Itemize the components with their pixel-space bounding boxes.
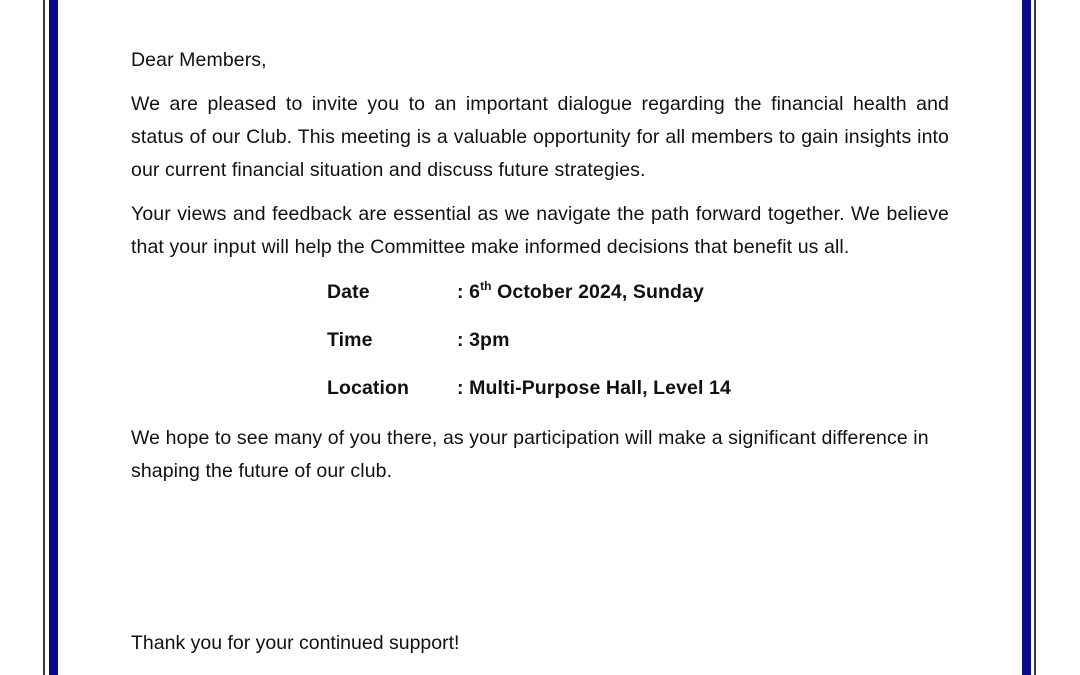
time-label: Time — [327, 329, 373, 351]
detail-row-date — [327, 276, 949, 324]
detail-row-location — [327, 372, 949, 420]
meeting-details — [327, 276, 949, 420]
page-border-outer-right — [1034, 0, 1036, 675]
location-value: : Multi-Purpose Hall, Level 14 — [457, 377, 731, 399]
date-value — [457, 276, 704, 324]
sign-off: Thank you for your continued support! — [131, 632, 460, 654]
paragraph-invitation: We are pleased to invite you to an important dialogue regarding the financial health and status of our Club. This meeting is a valuable opportunity for all members to gain insights into our current financial situation and discuss future strategies. — [131, 93, 949, 181]
paragraph-feedback: Your views and feedback are essential as we navigate the path forward together. We believe that your input will help the Committee make informed decisions that benefit us all. — [131, 203, 949, 258]
paragraph-closing: We hope to see many of you there, as your participation will make a significant difference in shaping the future of our club. — [131, 427, 929, 482]
date-rest: October 2024, Sunday — [491, 281, 704, 303]
page-border-bar-right — [1022, 0, 1031, 675]
page-border-bar-left — [49, 0, 58, 675]
date-ordinal-suffix: th — [480, 279, 492, 293]
salutation: Dear Members, — [131, 49, 267, 71]
date-day: : 6 — [457, 281, 481, 303]
letter-body — [131, 44, 949, 499]
time-value: : 3pm — [457, 329, 510, 351]
location-label: Location — [327, 377, 410, 399]
date-label: Date — [327, 281, 370, 303]
detail-row-time — [327, 324, 949, 372]
page-border-outer-left — [43, 0, 45, 675]
